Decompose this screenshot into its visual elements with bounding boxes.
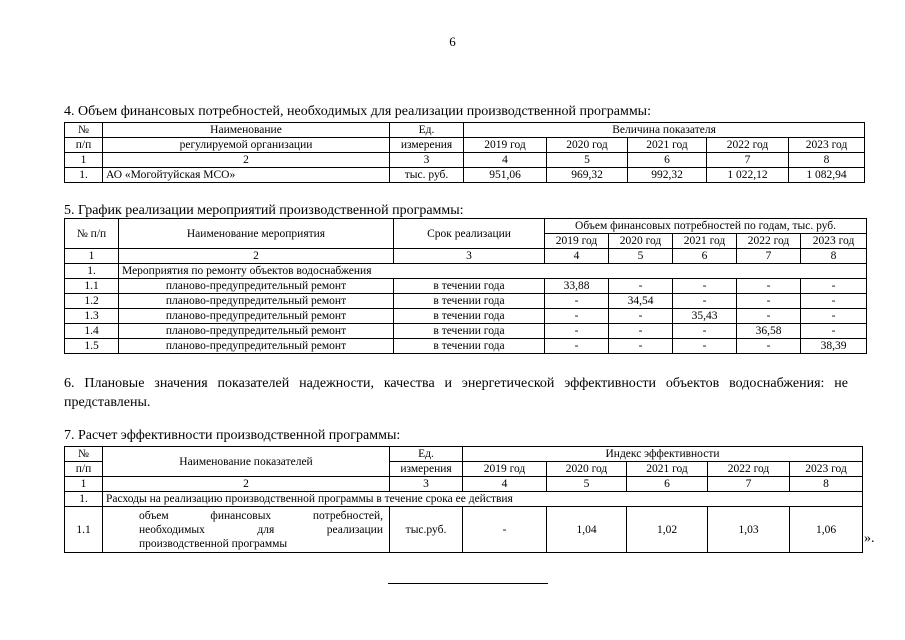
header-value: Объем финансовых потребностей по годам, тыс. руб. <box>545 219 867 234</box>
col-number: 3 <box>390 477 463 492</box>
row-value: - <box>545 294 609 309</box>
header-year: 2023 год <box>789 138 865 153</box>
section-6-paragraph <box>64 374 848 412</box>
col-number: 6 <box>673 249 737 264</box>
header-unit-line2: измерения <box>390 462 463 477</box>
col-number: 1 <box>65 477 103 492</box>
col-number: 8 <box>789 153 865 168</box>
header-unit-line1: Ед. <box>390 447 463 462</box>
row-value: - <box>737 309 801 324</box>
indicator-name-line2: необходимых для реализации <box>139 523 383 536</box>
header-year: 2021 год <box>673 234 737 249</box>
group-num: 1. <box>65 492 103 507</box>
row-value: 34,54 <box>609 294 673 309</box>
section-7-title: 7. Расчет эффективности производственной программы: <box>64 428 401 443</box>
header-year: 2019 год <box>463 462 547 477</box>
header-num-line2: п/п <box>65 462 103 477</box>
header-year: 2021 год <box>627 462 708 477</box>
header-year: 2022 год <box>707 138 789 153</box>
row-term: в течении года <box>394 324 545 339</box>
row-num: 1.5 <box>65 339 119 354</box>
row-value: 35,43 <box>673 309 737 324</box>
group-row <box>65 264 867 279</box>
col-number: 5 <box>547 477 627 492</box>
page-number: 6 <box>449 34 456 49</box>
row-value: - <box>801 279 867 294</box>
header-name-line2: регулируемой организации <box>103 138 390 153</box>
header-value: Величина показателя <box>464 123 865 138</box>
table-row <box>65 339 867 354</box>
row-num: 1.3 <box>65 309 119 324</box>
row-value: 969,32 <box>547 168 628 183</box>
col-number: 1 <box>65 153 103 168</box>
row-value: - <box>801 309 867 324</box>
header-unit-line1: Ед. <box>390 123 464 138</box>
row-value: 1,06 <box>790 507 863 553</box>
row-value: - <box>545 309 609 324</box>
row-value: - <box>801 324 867 339</box>
header-num: № п/п <box>65 219 119 249</box>
header-num-line1: № <box>65 123 103 138</box>
col-number: 6 <box>627 477 708 492</box>
row-term: в течении года <box>394 339 545 354</box>
row-value: 33,88 <box>545 279 609 294</box>
row-value: - <box>609 309 673 324</box>
table-row <box>65 507 863 553</box>
col-number: 7 <box>737 249 801 264</box>
header-year: 2020 год <box>547 138 628 153</box>
header-year: 2023 год <box>790 462 863 477</box>
group-name: Расходы на реализацию производственной программы в течение срока ее действия <box>103 492 863 507</box>
header-year: 2019 год <box>464 138 547 153</box>
table-row <box>65 324 867 339</box>
row-num: 1. <box>65 168 103 183</box>
header-year: 2021 год <box>628 138 707 153</box>
col-number: 1 <box>65 249 119 264</box>
section-4-title: 4. Объем финансовых потребностей, необходимых для реализации производственной программы: <box>64 104 651 119</box>
row-name: планово-предупредительный ремонт <box>119 339 394 354</box>
header-num-line1: № <box>65 447 103 462</box>
header-year: 2022 год <box>737 234 801 249</box>
row-term: в течении года <box>394 279 545 294</box>
group-num: 1. <box>65 264 119 279</box>
header-year: 2023 год <box>801 234 867 249</box>
row-value: 1,03 <box>708 507 790 553</box>
col-number: 4 <box>464 153 547 168</box>
col-number: 2 <box>103 153 390 168</box>
header-unit-line2: измерения <box>390 138 464 153</box>
closing-quote-mark: ». <box>864 531 875 546</box>
row-value: - <box>801 294 867 309</box>
row-value: 1,04 <box>547 507 627 553</box>
col-number: 8 <box>801 249 867 264</box>
row-unit: тыс.руб. <box>390 507 463 553</box>
row-value: - <box>673 294 737 309</box>
row-value: - <box>737 339 801 354</box>
row-num: 1.2 <box>65 294 119 309</box>
row-value: 1,02 <box>627 507 708 553</box>
row-value: 1 022,12 <box>707 168 789 183</box>
row-value: 38,39 <box>801 339 867 354</box>
organization-name: АО «Могойтуйская МСО» <box>103 168 390 183</box>
col-number: 4 <box>545 249 609 264</box>
header-year: 2020 год <box>609 234 673 249</box>
row-unit: тыс. руб. <box>390 168 464 183</box>
section-5-title: 5. График реализации мероприятий производственной программы: <box>64 203 464 218</box>
schedule-table <box>64 218 867 354</box>
header-num-line2: п/п <box>65 138 103 153</box>
row-value: - <box>673 279 737 294</box>
efficiency-table <box>64 446 863 553</box>
row-name: планово-предупредительный ремонт <box>119 294 394 309</box>
header-name: Наименование мероприятия <box>119 219 394 249</box>
row-value: - <box>609 324 673 339</box>
row-value: - <box>737 279 801 294</box>
group-row <box>65 492 863 507</box>
footnote-separator-line <box>388 583 548 584</box>
row-value: 992,32 <box>628 168 707 183</box>
indicator-name <box>103 507 390 553</box>
row-num: 1.1 <box>65 507 103 553</box>
col-number: 4 <box>463 477 547 492</box>
table-row <box>65 309 867 324</box>
col-number: 2 <box>119 249 394 264</box>
row-name: планово-предупредительный ремонт <box>119 279 394 294</box>
section-6-line2: представлены. <box>64 395 151 410</box>
row-value: - <box>609 339 673 354</box>
row-term: в течении года <box>394 309 545 324</box>
header-year: 2020 год <box>547 462 627 477</box>
table-row <box>65 279 867 294</box>
row-value: - <box>545 324 609 339</box>
row-name: планово-предупредительный ремонт <box>119 324 394 339</box>
row-num: 1.4 <box>65 324 119 339</box>
header-name: Наименование показателей <box>103 447 390 477</box>
col-number: 7 <box>708 477 790 492</box>
header-year: 2022 год <box>708 462 790 477</box>
col-number: 2 <box>103 477 390 492</box>
financial-needs-table <box>64 122 865 183</box>
row-value: 951,06 <box>464 168 547 183</box>
header-name-line1: Наименование <box>103 123 390 138</box>
row-value: 1 082,94 <box>789 168 865 183</box>
col-number: 3 <box>394 249 545 264</box>
row-value: - <box>737 294 801 309</box>
col-number: 5 <box>547 153 628 168</box>
table-row <box>65 168 865 183</box>
header-value: Индекс эффективности <box>463 447 863 462</box>
header-year: 2019 год <box>545 234 609 249</box>
row-value: - <box>463 507 547 553</box>
indicator-name-line1: объем финансовых потребностей, <box>139 509 383 522</box>
col-number: 5 <box>609 249 673 264</box>
col-number: 6 <box>628 153 707 168</box>
section-6-line1: 6. Плановые значения показателей надежности, качества и энергетической эффективности объектов водоснабжения: не <box>64 376 848 391</box>
indicator-name-line3: производственной программы <box>139 537 288 550</box>
col-number: 7 <box>707 153 789 168</box>
row-value: - <box>545 339 609 354</box>
row-value: 36,58 <box>737 324 801 339</box>
col-number: 3 <box>390 153 464 168</box>
header-term: Срок реализации <box>394 219 545 249</box>
row-num: 1.1 <box>65 279 119 294</box>
row-value: - <box>673 324 737 339</box>
row-name: планово-предупредительный ремонт <box>119 309 394 324</box>
col-number: 8 <box>790 477 863 492</box>
row-value: - <box>673 339 737 354</box>
group-name: Мероприятия по ремонту объектов водоснабжения <box>119 264 867 279</box>
row-term: в течении года <box>394 294 545 309</box>
row-value: - <box>609 279 673 294</box>
table-row <box>65 294 867 309</box>
